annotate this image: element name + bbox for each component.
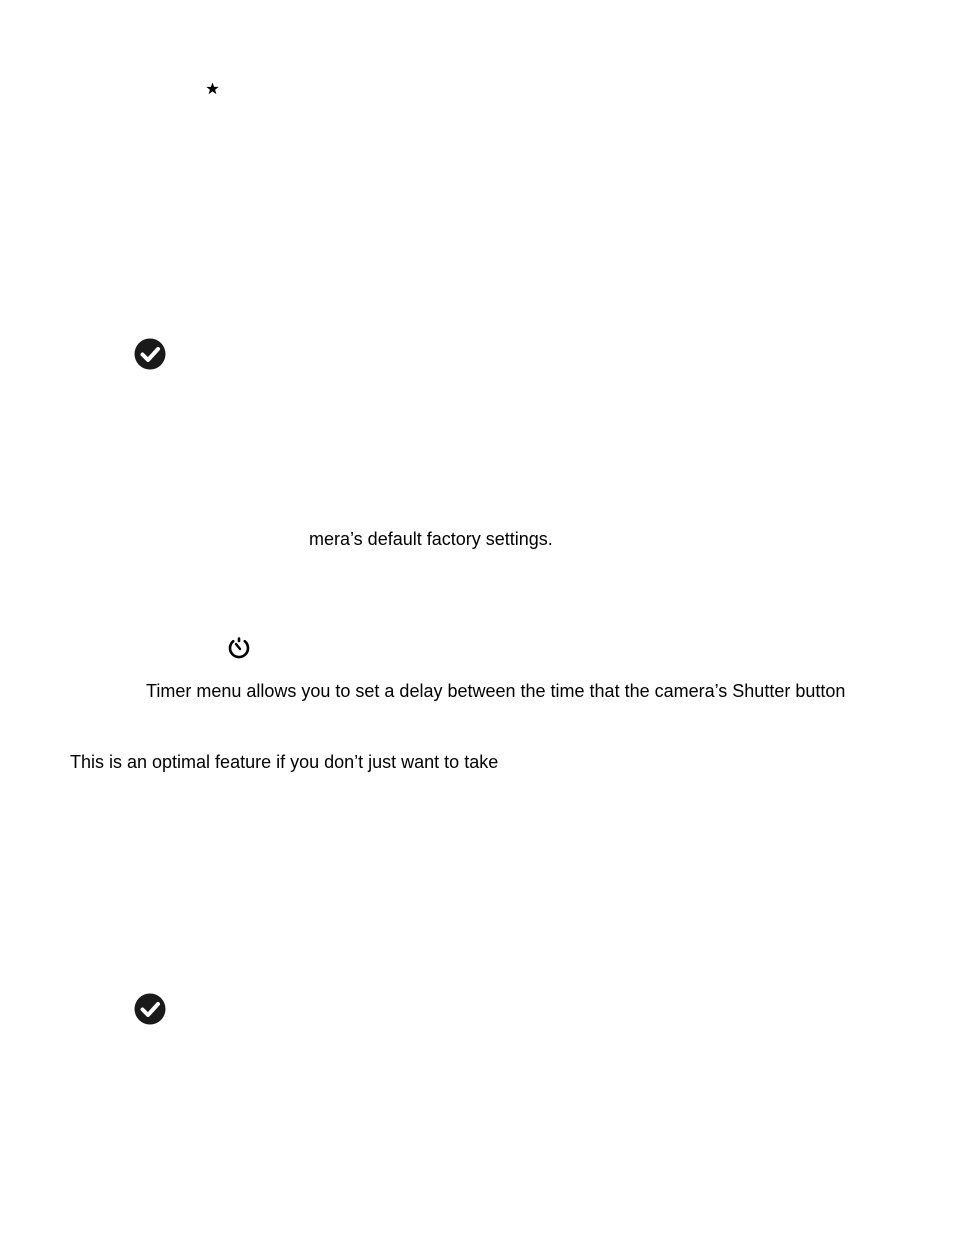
checkmark-circle-icon [134,338,166,370]
self-timer-icon [227,636,251,660]
checkmark-circle-icon [134,993,166,1025]
timer-description-text: Timer menu allows you to set a delay between the time that the camera’s Shutter button [146,681,846,701]
reset-settings-text: mera’s default factory settings. [309,529,553,549]
star-icon [206,82,219,95]
feature-description-text: This is an optimal feature if you don’t just want to take [70,752,499,772]
